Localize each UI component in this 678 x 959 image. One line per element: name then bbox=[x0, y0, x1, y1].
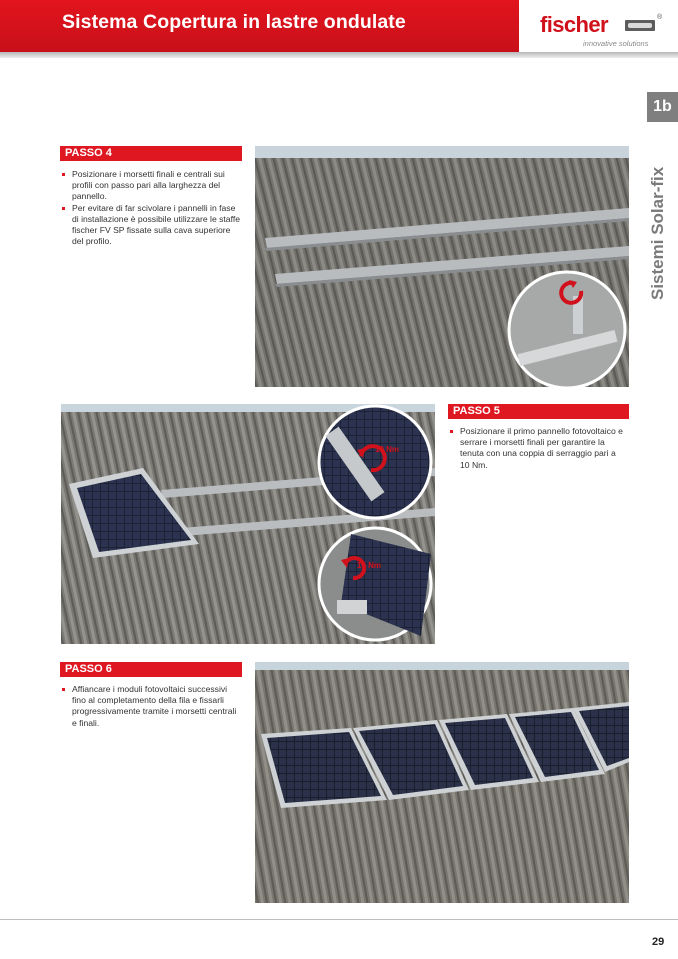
logo-tagline: innovative solutions bbox=[583, 39, 649, 48]
step-5-list bbox=[448, 426, 626, 471]
step-5-torque-label-2: 10 Nm bbox=[357, 561, 382, 570]
step-5-bullet-1: Posizionare il primo pannello fotovoltaico e serrare i morsetti finali per garantire la tenuta con una coppia di serraggio pari a 10 Nm. bbox=[448, 426, 626, 471]
step-5-torque-label-1: 10 Nm bbox=[375, 445, 400, 454]
step-6-bullet-1: Affiancare i moduli fotovoltaici successivi fino al completamento della fila e fissarli progressivamente tramite i morsetti centrali e finali. bbox=[60, 684, 240, 729]
step-4-detail-inset bbox=[509, 272, 625, 387]
step-4-bullet-1: Posizionare i morsetti finali e centrali sui profili con passo pari alla larghezza del pannello. bbox=[60, 169, 240, 203]
logo-wordmark: fischer bbox=[540, 12, 608, 37]
step-4-heading: PASSO 4 bbox=[60, 146, 242, 161]
step-4-list bbox=[60, 169, 240, 247]
logo-badge-icon bbox=[625, 20, 655, 31]
footer-divider bbox=[0, 919, 678, 920]
page-header bbox=[0, 0, 678, 56]
step-5-photo bbox=[61, 404, 435, 644]
section-tab: 1b bbox=[647, 92, 678, 122]
page-number: 29 bbox=[652, 936, 665, 948]
step-6-list bbox=[60, 684, 240, 729]
logo-registered-mark: ® bbox=[657, 14, 663, 21]
step-6-photo bbox=[255, 662, 629, 903]
step-4-bullet-2: Per evitare di far scivolare i pannelli in fase di installazione è possibile utilizzare le staffe fischer FV SP fissate sulla cava superiore del profilo. bbox=[60, 203, 240, 248]
step-6-heading: PASSO 6 bbox=[60, 662, 242, 677]
header-divider bbox=[0, 52, 678, 58]
section-label: Sistemi Solar-fix bbox=[648, 166, 667, 300]
step-5-heading: PASSO 5 bbox=[448, 404, 629, 419]
step-5-detail-inset-1 bbox=[319, 406, 431, 518]
step-5-detail-inset-2 bbox=[319, 528, 431, 640]
step-4-photo bbox=[255, 146, 629, 387]
fischer-logo bbox=[540, 12, 663, 48]
page-title: Sistema Copertura in lastre ondulate bbox=[62, 11, 406, 33]
